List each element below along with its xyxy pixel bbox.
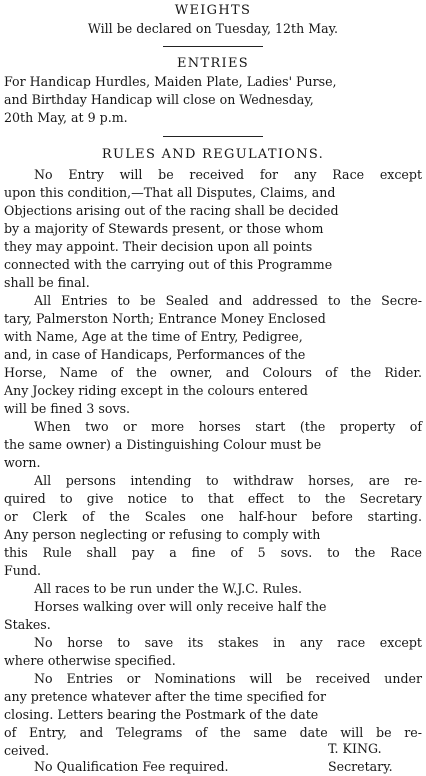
rules-line: by a majority of Stewards present, or those whom (4, 221, 324, 236)
rules-line: and, in case of Handicaps, Performances of the (4, 347, 306, 362)
weights-text: Will be declared on Tuesday, 12th May. (87, 21, 339, 36)
rules-line: or Clerk of the Scales one half-hour before starting. (4, 509, 422, 524)
rules-line: Fund. (4, 563, 42, 578)
entries-line: For Handicap Hurdles, Maiden Plate, Ladies' Purse, (4, 74, 337, 89)
rules-line: will be fined 3 sovs. (4, 401, 131, 416)
rules-line: All persons intending to withdraw horses, are re- (34, 473, 422, 488)
rules-line: of Entry, and Telegrams of the same date will be re- (4, 725, 422, 740)
rules-heading: RULES AND REGULATIONS. (101, 147, 325, 162)
rules-line: the same owner) a Distinguishing Colour must be (4, 437, 322, 452)
rules-line: shall be final. (4, 275, 90, 290)
rules-line: with Name, Age at the time of Entry, Pedigree, (4, 329, 303, 344)
rules-line: Horses walking over will only receive half the (34, 599, 327, 614)
rules-line: No Entries or Nominations will be received under (34, 671, 422, 686)
rules-line: quired to give notice to that effect to the Secretary (4, 491, 422, 506)
rules-line: closing. Letters bearing the Postmark of the date (4, 707, 319, 722)
section-divider (163, 136, 263, 137)
rules-line: ceived. (4, 743, 50, 758)
rules-line: tary, Palmerston North; Entrance Money Enclosed (4, 311, 326, 326)
entries-heading: ENTRIES (177, 56, 249, 71)
section-divider (163, 46, 263, 47)
entries-line: 20th May, at 9 p.m. (4, 110, 128, 125)
entries-line: and Birthday Handicap will close on Wednesday, (4, 92, 314, 107)
rules-line: All Entries to be Sealed and addressed to the Secre- (34, 293, 422, 308)
rules-line: Any Jockey riding except in the colours entered (4, 383, 308, 398)
rules-line: connected with the carrying out of this Programme (4, 257, 333, 272)
rules-line: No horse to save its stakes in any race except (34, 635, 422, 650)
rules-line: where otherwise specified. (4, 653, 176, 668)
weights-heading: WEIGHTS (174, 3, 252, 18)
rules-line: No Entry will be received for any Race except (34, 167, 422, 182)
rules-line: Horse, Name of the owner, and Colours of the Rider. (4, 365, 422, 380)
signature-title: Secretary. (328, 759, 393, 774)
rules-line: they may appoint. Their decision upon all points (4, 239, 313, 254)
rules-line: upon this condition,—That all Disputes, Claims, and (4, 185, 336, 200)
rules-line: Stakes. (4, 617, 51, 632)
rules-line: Objections arising out of the racing shall be decided (4, 203, 339, 218)
rules-line: All races to be run under the W.J.C. Rules. (34, 581, 303, 596)
rules-line: When two or more horses start (the property of (34, 419, 422, 434)
rules-line: No Qualification Fee required. (34, 759, 229, 774)
rules-line: any pretence whatever after the time specified for (4, 689, 326, 704)
rules-line: this Rule shall pay a fine of 5 sovs. to the Race (4, 545, 422, 560)
rules-line: Any person neglecting or refusing to comply with (4, 527, 321, 542)
signature-name: T. KING. (328, 741, 382, 756)
rules-line: worn. (4, 455, 41, 470)
